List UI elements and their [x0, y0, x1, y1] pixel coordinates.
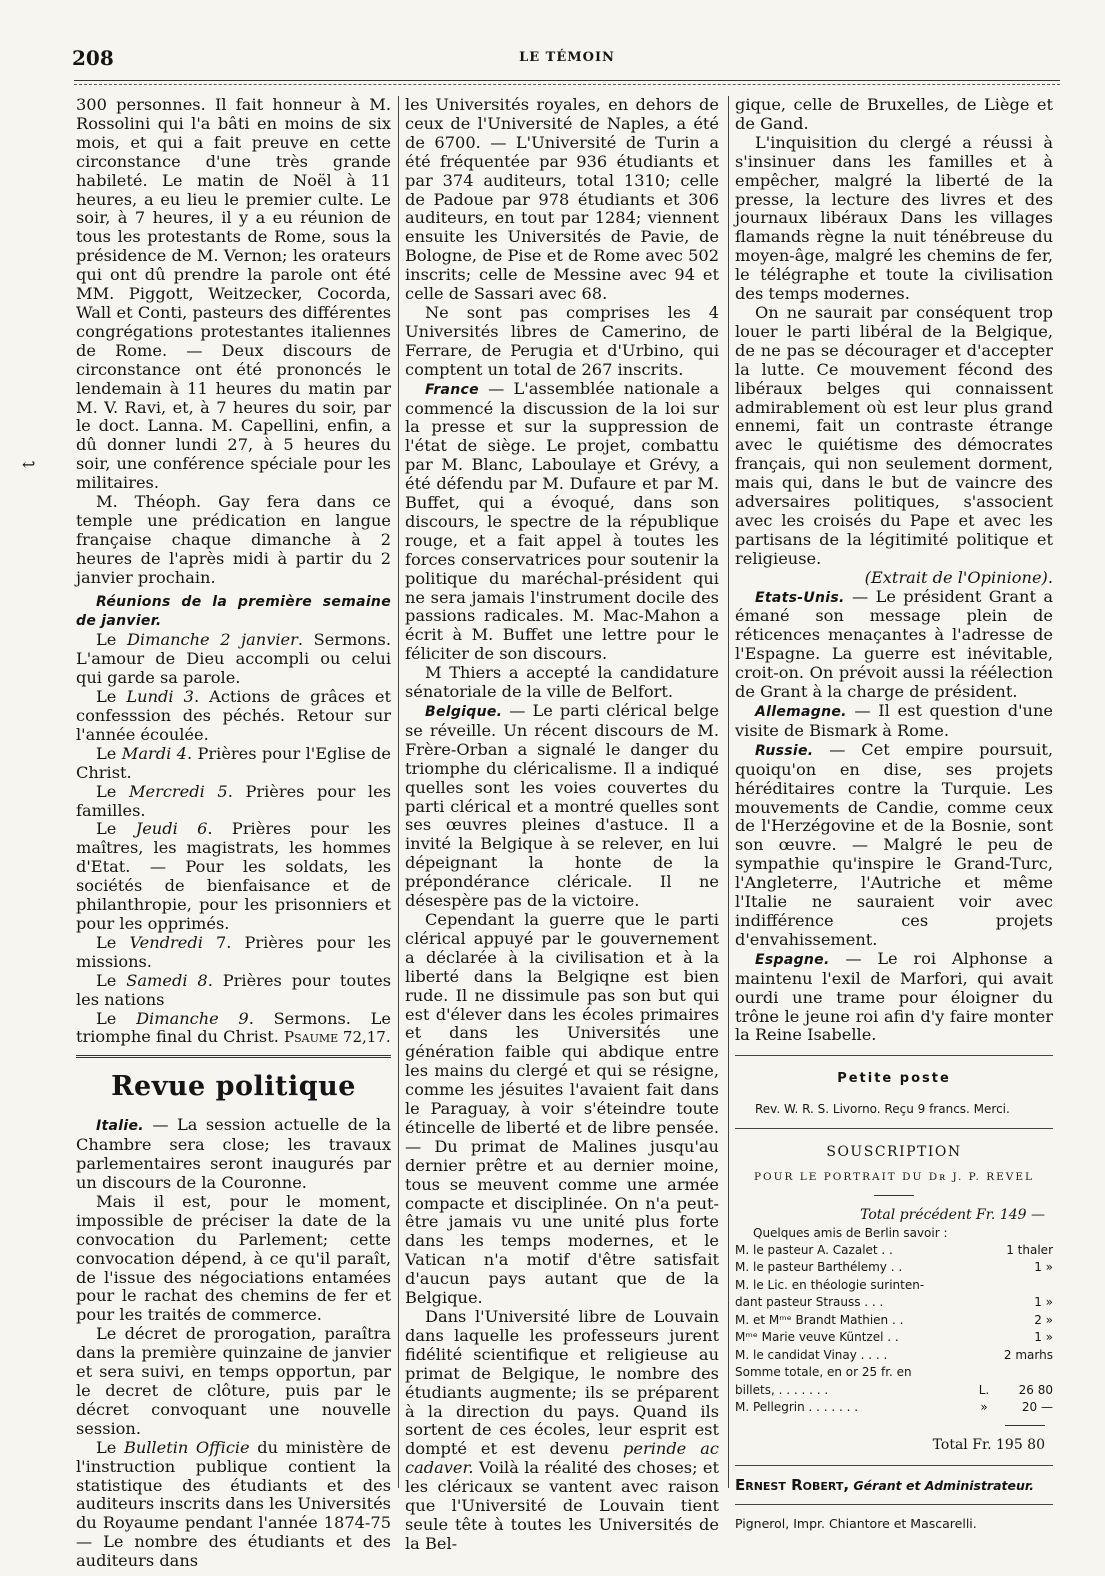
paragraph: On ne saurait par conséquent trop louer le parti libéral de la Belgique, de ne pas se décourager et d'accepter la lutte. Ce mouvement fécond des libéraux belges qui connaissent admirablement où est leur plus grand ennemi, fait un contraste étrange avec le quiétisme des démocrates français, qui non seulement dorment, mais qui, dans le but de vaincre des adversaires politiques, s'associent avec les croisés du Pape et avec les partisans de la légitimité politique et religieuse. — [735, 302, 1053, 568]
schedule-item: Le Lundi 3. Actions de grâces et confesssion des péchés. Retour sur l'année écoulée. — [76, 687, 391, 744]
column-1 — [76, 96, 391, 1571]
petite-poste-heading: Petite poste — [837, 1071, 951, 1087]
souscription-heading: SOUSCRIPTION — [826, 1144, 962, 1161]
paragraph: L'inquisition du clergé a réussi à s'insinuer dans les familles et à empêcher, malgré la liberté de la presse, la lecture des livres et des journaux libéraux Dans les villages flamands règne la nuit ténébreuse du moyen-âge, malgré les chemins de fer, le télégraphe et toute la civilisation des temps modernes. — [735, 132, 1053, 304]
paragraph: Dans l'Université libre de Louvain dans laquelle les professeurs jurent fidélité scientifique et religieuse au primat de Belgique, le nombre des étudiants augmente; ils se préparent à la direction du pays. Quand ils sortent de ces écoles, leur esprit est dompté et est devenu perinde ac cadaver. Voilà la réalité des choses; et les cléricaux se vantent avec raison que l'Université de Louvain tient seule tête à toutes les Universités de la Bel- — [405, 1307, 720, 1553]
paragraph: Italie. — La session actuelle de la Chambre sera close; les travaux parlementaires seront inaugurés par un discours de la Couronne. — [76, 1115, 391, 1193]
paragraph: Espagne. — Le roi Alphonse a maintenu l'exil de Marfori, qui avait ourdi une trame pour éloigner du trône le jeune roi afin d'y faire monter la Reine Isabelle. — [735, 948, 1053, 1045]
paragraph: Le décret de prorogation, paraîtra dans la première quinzaine de janvier et sera suivi, en temps opportun, par le decret de clôture, puis par le décret convoquant une nouvelle session. — [76, 1324, 391, 1438]
section-divider — [735, 1465, 1053, 1466]
section-title: Revue politique — [111, 1071, 356, 1103]
schedule-item: Le Mercredi 5. Prières pour les familles. — [76, 781, 391, 820]
page-header — [72, 44, 1062, 74]
header-rule-dashed — [74, 84, 1060, 85]
short-rule — [874, 1195, 914, 1196]
section-divider — [735, 1128, 1053, 1129]
margin-mark: ↩ — [22, 455, 36, 474]
paragraph: Le Bulletin Officie du ministère de l'instruction publique contient la statistique des étudiants et des auditeurs inscrits dans les Universités du Royaume pendant l'année 1874-75 — Le nombre des étudiants et des auditeurs dans — [76, 1437, 391, 1571]
final-total: Total Fr. 195 80 — [932, 1436, 1045, 1453]
poste-notice: Rev. W. R. S. Livorno. Reçu 9 francs. Merci. — [755, 1102, 1010, 1117]
column-2 — [405, 96, 719, 1554]
paragraph: Mais il est, pour le moment, impossible de préciser la date de la convocation du Parlement; cette convocation dépend, à ce qu'il paraît, de l'issue des négociations entamées pour le rachat des chemins de fer et pour les traités de commerce. — [76, 1191, 391, 1325]
schedule-item: Le Vendredi 7. Prières pour les missions. — [76, 932, 391, 971]
paragraph: gique, celle de Bruxelles, de Liège et de Gand. — [735, 95, 1053, 133]
schedule-item: Le Samedi 8. Prières pour toutes les nations — [76, 970, 391, 1009]
ledger-row: M. le Lic. en théologie surinten- — [735, 1277, 925, 1292]
column-divider-2 — [728, 96, 729, 1488]
berlin-line: Quelques amis de Berlin savoir : — [753, 1225, 948, 1240]
paragraph: M Thiers a accepté la candidature sénatoriale de la ville de Belfort. — [405, 663, 719, 702]
ledger-row: M. Pellegrin . . . . . . . » 20 — — [735, 1400, 1053, 1415]
section-divider — [735, 1504, 1053, 1505]
schedule-item: Le Dimanche 9. Sermons. Le triomphe final du Christ. Psaume 72,17. — [76, 1008, 391, 1047]
ledger-row: M. le pasteur A. Cazalet . . 1 thaler — [735, 1242, 1053, 1257]
paragraph: M. Théoph. Gay fera dans ce temple une prédication en langue française chaque dimanche à 2 heures de l'après midi à partir du 2 janvier prochain. — [76, 492, 391, 587]
ledger-row: Mᵐᵉ Marie veuve Küntzel . . 1 » — [735, 1330, 1053, 1345]
paragraph: Russie. — Cet empire poursuit, quoiqu'on en dise, ses projets héréditaires contre la Turquie. Les mouvements de Candie, comme ceux de l'Herzégovine et de la Bosnie, sont son œuvre. — Malgré le peu de sympathie qu'inspire le Grand-Turc, l'Angleterre, l'Autriche et même l'Italie ne sauraient voir avec indifférence ces projets d'envahissement. — [735, 739, 1053, 949]
ledger-row: Somme totale, en or 25 fr. en — [735, 1365, 912, 1380]
paragraph: Allemagne. — Il est question d'une visite de Bismark à Rome. — [735, 701, 1053, 740]
subscription-ledger — [735, 1242, 1053, 1417]
paragraph: Ne sont pas comprises les 4 Universités libres de Camerino, de Ferrare, de Perugia et d'Urbino, qui comptent un total de 267 inscrits. — [405, 302, 719, 379]
previous-total: Total précédent Fr. 149 — — [860, 1207, 1045, 1224]
paragraph: les Universités royales, en dehors de ceux de l'Université de Naples, a été de 6700. — L'Université de Turin a été fréquentée par 936 étudiants et par 374 auditeurs, total 1310; celle de Padoue par 978 étudiants et 306 auditeurs, en tout par 1284; viennent ensuite les Universités de Pavie, de Bologne, de Pise et de Rome avec 502 inscrits; celle de Messine avec 94 et celle de Sassari avec 68. — [405, 95, 719, 304]
paragraph: France — L'assemblée nationale a commencé la discussion de la loi sur la presse et sur la suppression de l'état de siège. Le projet, combattu par M. Blanc, Laboulaye et Grévy, a été défendu par M. Dufaure et par M. Buffet, qui a évoqué, dans son discours, le spectre de la république rouge, et a fait appel à toutes les forces conservatrices pour soutenir la politique du maréchal-président qui ne sera jamais l'instrument docile des passions radicales. M. Mac-Mahon a écrit à M. Buffet une lettre pour le féliciter de son discours. — [405, 378, 719, 664]
section-heading: Réunions de la première semaine de janvier. — [76, 593, 391, 630]
ledger-row: M. le pasteur Barthélemy . . 1 » — [735, 1260, 1053, 1275]
column-3 — [735, 96, 1053, 1534]
running-title: LE TÉMOIN — [519, 50, 615, 65]
paragraph: Cependant la guerre que le parti clérical appuyé par le gouvernement a déclarée à la civilisation et à la liberté dans la Belgiqne est bien rude. Il ne dissimule pas son but qui est d'élever dans les écoles primaires et dans les Universités une génération faible qui abdique entre les mains du clergé et qui se résigne, comme les jésuites l'avaient fait dans le Paraguay, à voir s'éteindre toute étincelle de liberté et de libre pensée. — Du primat de Malines jusqu'au dernier prêtre et au dernier moine, tous se meuvent comme une armée compacte et disciplinée. On n'a peut-être jamais vu une unité plus forte dans les temps modernes, et le Vatican n'a motif d'être satisfait d'aucun pays autant que de la Belgique. — [405, 909, 719, 1308]
schedule-item: Le Jeudi 6. Prières pour les maîtres, les magistrats, les hommes d'Etat. — Pour les soldats, les sociétés de bienfaisance et de philanthropie, pour les prisonniers et pour les opprimés. — [76, 819, 391, 933]
header-rule — [74, 80, 1060, 81]
section-divider — [76, 1055, 391, 1058]
paragraph: 300 personnes. Il fait honneur à M. Rossolini qui l'a bâti en moins de six mois, et qui a fait preuve en cette circonstance d'une très grande habileté. Le matin de Noël à 11 heures, a eu lieu le premier culte. Le soir, à 7 heures, il y a eu réunion de tous les protestants de Rome, sous la présidence de M. Vernon; les orateurs qui ont dû prendre la parole ont été MM. Piggott, Weitzecker, Cocorda, Wall et Conti, pasteurs des différentes congrégations protestantes italiennes de Rome. — Deux discours de circonstance ont été prononcés le lendemain à 11 heures du matin par M. V. Ravi, et, à 7 heures du soir, par le doct. Lanna. M. Capellini, enfin, a dû donner lundi 27, à 5 heures du soir, une conférence spéciale pour les militaires. — [76, 95, 391, 493]
schedule-item: Le Dimanche 2 janvier. Sermons. L'amour de Dieu accompli ou celui qui garde sa parole. — [76, 630, 391, 688]
source-credit: (Extrait de l'Opinione). — [864, 567, 1053, 587]
schedule-item: Le Mardi 4. Prières pour l'Eglise de Christ. — [76, 743, 391, 782]
section-divider — [735, 1055, 1053, 1056]
short-rule — [1005, 1425, 1045, 1426]
publisher-line: Ernest Robert, Gérant et Administrateur. — [735, 1475, 1035, 1494]
ledger-row: dant pasteur Strauss . . . 1 » — [735, 1295, 1053, 1310]
ledger-row: billets, . . . . . . . L. 26 80 — [735, 1382, 1053, 1397]
souscription-subheading: POUR LE PORTRAIT DU Dʀ J. P. REVEL — [753, 1171, 1035, 1184]
paragraph: Belgique. — Le parti clérical belge se réveille. Un récent discours de M. Frère-Orban a signalé le danger du triomphe du cléricalisme. Il a indiqué quelles sont les voies couvertes du parti clérical et a montré quelles sont ses œuvres pleines d'astuce. Il a invité la Belgique à se relever, en lui dépeignant la honte de la prépondérance cléricale. Il ne désespère pas de la victoire. — [405, 701, 719, 911]
ledger-row: M. le candidat Vinay . . . . 2 marhs — [735, 1347, 1053, 1362]
ledger-row: M. et Mᵐᵉ Brandt Mathien . . 2 » — [735, 1312, 1053, 1327]
paragraph: Etats-Unis. — Le président Grant a émané son message plein de réticences menaçantes à l'adresse de l'Espagne. La guerre est inévitable, croit-on. On prévoit aussi la réélection de Grant à la charge de président. — [735, 586, 1053, 702]
page-number: 208 — [72, 46, 114, 70]
column-divider-1 — [398, 96, 399, 1488]
printer-line: Pignerol, Impr. Chiantore et Mascarelli. — [735, 1515, 977, 1531]
